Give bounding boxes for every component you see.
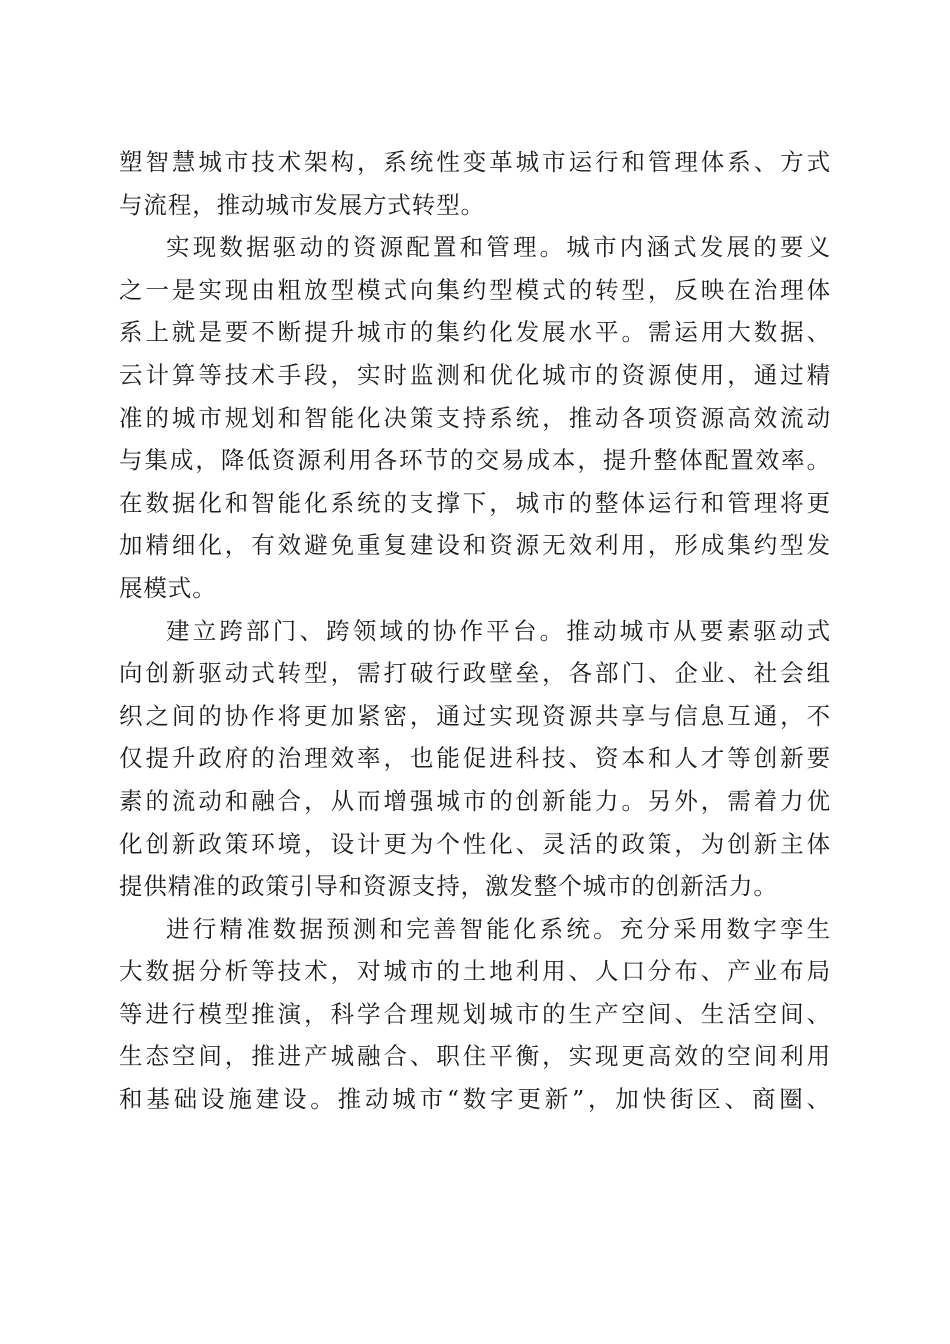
text-line: 塑智慧城市技术架构，系统性变革城市运行和管理体系、方式 bbox=[119, 148, 831, 176]
text-line: 等进行模型推演，科学合理规划城市的生产空间、生活空间、 bbox=[119, 999, 831, 1028]
text-line: 仅提升政府的治理效率，也能促进科技、资本和人才等创新要 bbox=[119, 744, 831, 773]
text-line: 大数据分析等技术，对城市的土地利用、人口分布、产业布局 bbox=[119, 957, 831, 986]
text-line: 提供精准的政策引导和资源支持，激发整个城市的创新活力。 bbox=[119, 872, 778, 901]
body-text bbox=[119, 141, 831, 1121]
text-line: 之一是实现由粗放型模式向集约型模式的转型，反映在治理体 bbox=[119, 275, 831, 304]
text-line: 准的城市规划和智能化决策支持系统，推动各项资源高效流动 bbox=[119, 403, 831, 432]
text-line: 加精细化，有效避免重复建设和资源无效利用，形成集约型发 bbox=[119, 531, 831, 560]
text-line: 系上就是要不断提升城市的集约化发展水平。需运用大数据、 bbox=[119, 318, 831, 347]
text-line: 和基础设施建设。推动城市“数字更新”，加快街区、商圈、 bbox=[119, 1085, 831, 1114]
text-line: 在数据化和智能化系统的支撑下，城市的整体运行和管理将更 bbox=[119, 488, 831, 517]
text-line: 与流程，推动城市发展方式转型。 bbox=[119, 190, 485, 219]
text-line: 展模式。 bbox=[119, 573, 217, 602]
text-line: 云计算等技术手段，实时监测和优化城市的资源使用，通过精 bbox=[119, 360, 831, 389]
text-line: 化创新政策环境，设计更为个性化、灵活的政策，为创新主体 bbox=[119, 829, 831, 858]
paragraph-heading-line: 实现数据驱动的资源配置和管理。城市内涵式发展的要义 bbox=[166, 233, 831, 262]
text-line: 织之间的协作将更加紧密，通过实现资源共享与信息互通，不 bbox=[119, 701, 831, 730]
text-line: 与集成，降低资源利用各环节的交易成本，提升整体配置效率。 bbox=[119, 446, 831, 475]
paragraph-heading-line: 建立跨部门、跨领域的协作平台。推动城市从要素驱动式 bbox=[166, 616, 831, 645]
text-line: 生态空间，推进产城融合、职住平衡，实现更高效的空间利用 bbox=[119, 1042, 831, 1071]
text-line: 向创新驱动式转型，需打破行政壁垒，各部门、企业、社会组 bbox=[119, 659, 831, 688]
paragraph-heading-line: 进行精准数据预测和完善智能化系统。充分采用数字孪生 bbox=[166, 914, 831, 943]
text-line: 素的流动和融合，从而增强城市的创新能力。另外，需着力优 bbox=[119, 786, 831, 815]
